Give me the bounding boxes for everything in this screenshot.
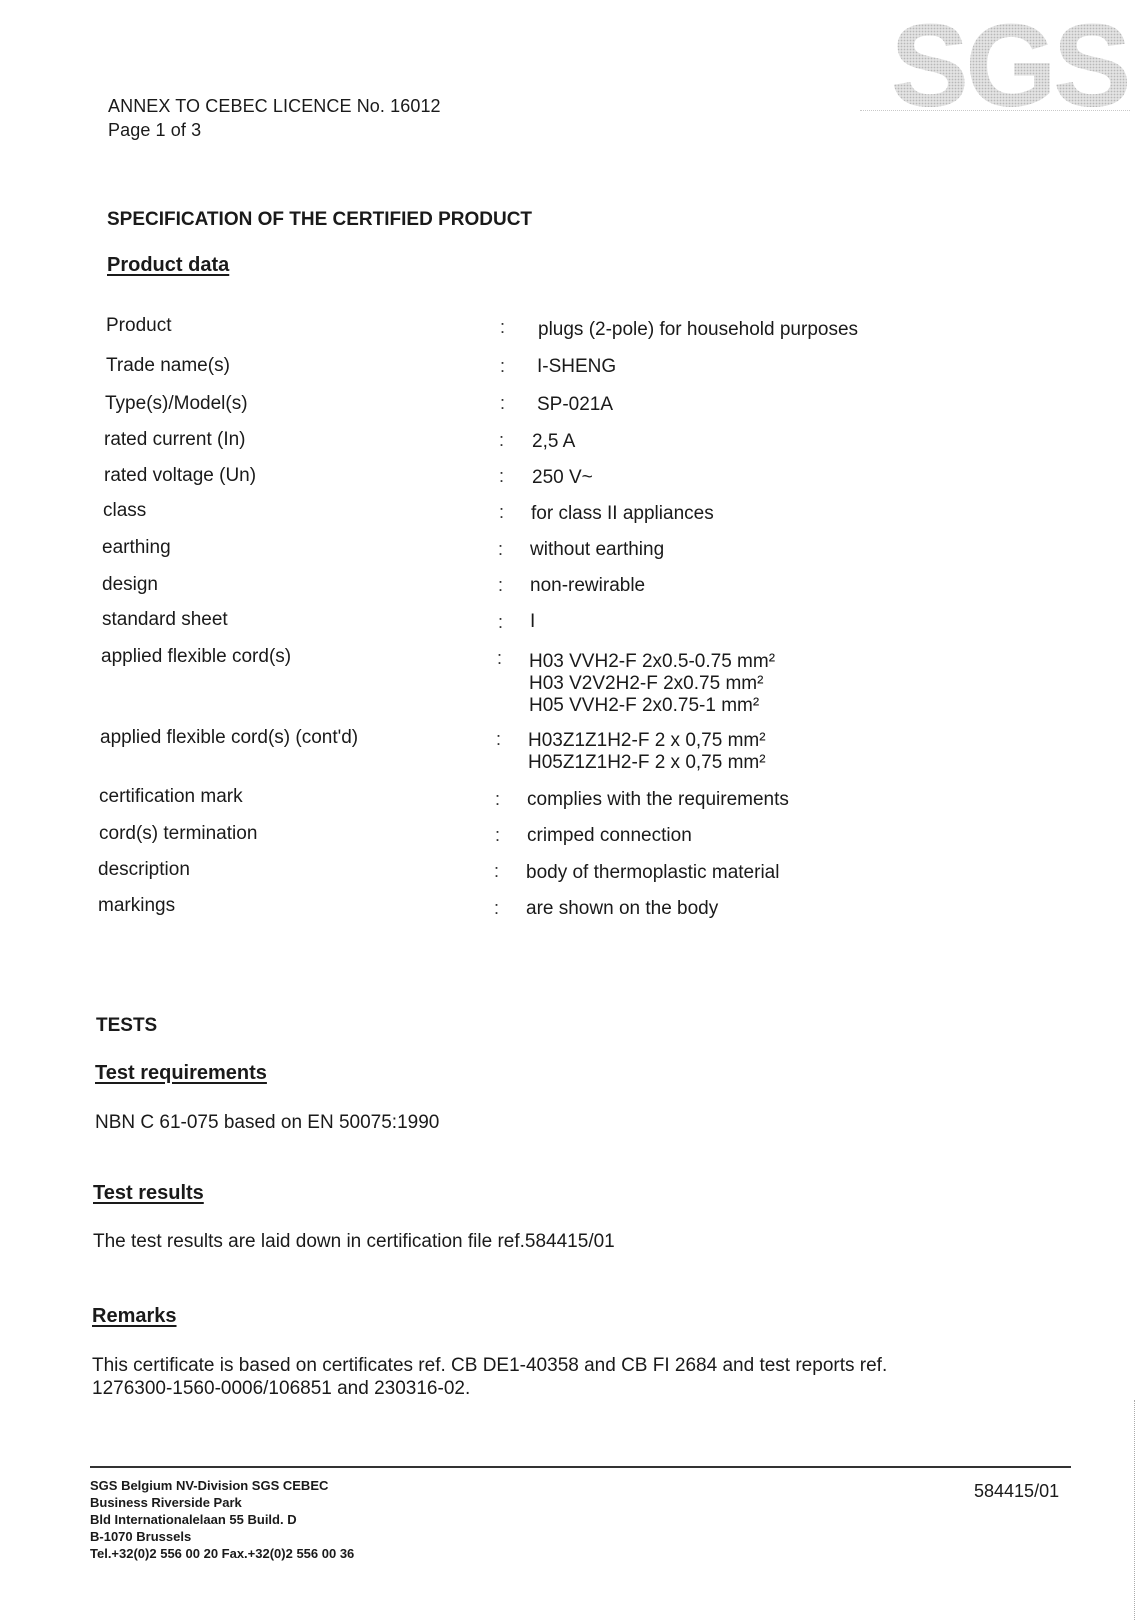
value-line: for class II appliances [531,503,714,524]
value-line: non-rewirable [530,575,646,596]
value-line: I-SHENG [537,356,617,377]
row-value [531,503,714,525]
address-line: Bld Internationalelaan 55 Build. D [90,1512,297,1527]
value-line: I [530,611,536,632]
value-line: complies with the requirements [527,789,789,810]
remarks-text [92,1354,887,1400]
address-line: B-1070 Brussels [90,1529,192,1544]
remarks-line: This certificate is based on certificates ref. CB DE1-40358 and CB FI 2684 and test reports ref. [92,1355,888,1376]
row-value [537,356,616,378]
row-separator: : [495,825,501,845]
row-label: rated current (In) [104,429,246,450]
row-label: design [102,574,158,595]
value-line: body of thermoplastic material [526,862,780,883]
row-separator: : [499,430,505,450]
row-value [526,898,718,920]
logo-divider [860,110,1130,112]
row-value [530,575,645,597]
row-separator: : [499,502,505,522]
row-separator: : [497,648,503,668]
row-label: earthing [102,537,171,558]
row-value [532,467,593,489]
value-line: are shown on the body [526,898,719,919]
row-label: markings [98,895,176,916]
row-separator: : [500,356,506,376]
value-line: 2,5 A [532,431,576,452]
logo-text: SGS [890,0,1128,132]
test-results-heading: Test results [93,1182,204,1204]
row-label: applied flexible cord(s) [101,646,292,667]
scan-edge-mark [1134,1400,1136,1620]
address-line: Business Riverside Park [90,1495,242,1510]
value-line: plugs (2-pole) for household purposes [538,319,859,340]
row-value [532,431,575,453]
product-data-heading: Product data [107,254,230,276]
row-label: Product [106,315,172,336]
row-label: Type(s)/Model(s) [105,393,248,414]
row-label: standard sheet [102,609,228,630]
sgs-logo [890,0,1128,132]
row-separator: : [494,898,500,918]
row-value [530,611,535,633]
tests-heading: TESTS [96,1015,158,1036]
row-label: class [103,500,147,521]
value-line: H03 V2V2H2-F 2x0.75 mm² [529,673,764,694]
row-value [527,825,692,847]
row-value [527,789,789,811]
row-value [528,730,766,774]
row-value [530,539,664,561]
document-title: SPECIFICATION OF THE CERTIFIED PRODUCT [107,209,533,230]
row-separator: : [500,317,506,337]
row-separator: : [498,539,504,559]
row-separator: : [500,393,506,413]
remarks-line: 1276300-1560-0006/106851 and 230316-02. [92,1378,471,1399]
address-line: Tel.+32(0)2 556 00 20 Fax.+32(0)2 556 00 36 [90,1546,355,1561]
value-line: H03Z1Z1H2-F 2 x 0,75 mm² [528,730,766,751]
row-label: Trade name(s) [106,355,230,376]
row-separator: : [498,612,504,632]
value-line: without earthing [530,539,665,560]
test-requirements-heading: Test requirements [95,1062,267,1084]
row-value [537,394,613,416]
row-value [538,319,858,341]
value-line: H03 VVH2-F 2x0.5-0.75 mm² [529,651,776,672]
row-separator: : [495,789,501,809]
row-label: rated voltage (Un) [104,465,257,486]
annex-reference: ANNEX TO CEBEC LICENCE No. 16012 [108,96,441,116]
value-line: crimped connection [527,825,692,846]
row-separator: : [496,729,502,749]
row-label: certification mark [99,786,243,807]
row-label: cord(s) termination [99,823,258,844]
row-separator: : [494,861,500,881]
footer-divider [90,1466,1071,1468]
row-value [526,862,779,884]
address-line: SGS Belgium NV-Division SGS CEBEC [90,1478,329,1493]
row-separator: : [499,466,505,486]
footer-reference-number: 584415/01 [974,1481,1060,1501]
row-label: applied flexible cord(s) (cont'd) [100,727,359,748]
value-line: SP-021A [537,394,614,415]
test-requirements-text: NBN C 61-075 based on EN 50075:1990 [95,1112,440,1133]
row-value [529,651,775,717]
footer-address [90,1477,354,1562]
remarks-heading: Remarks [92,1305,177,1327]
value-line: 250 V~ [532,467,593,488]
row-separator: : [498,575,504,595]
value-line: H05 VVH2-F 2x0.75-1 mm² [529,695,760,716]
test-results-text: The test results are laid down in certification file ref.584415/01 [93,1231,615,1252]
page-number: Page 1 of 3 [108,120,202,140]
value-line: H05Z1Z1H2-F 2 x 0,75 mm² [528,752,766,773]
row-label: description [98,859,190,880]
